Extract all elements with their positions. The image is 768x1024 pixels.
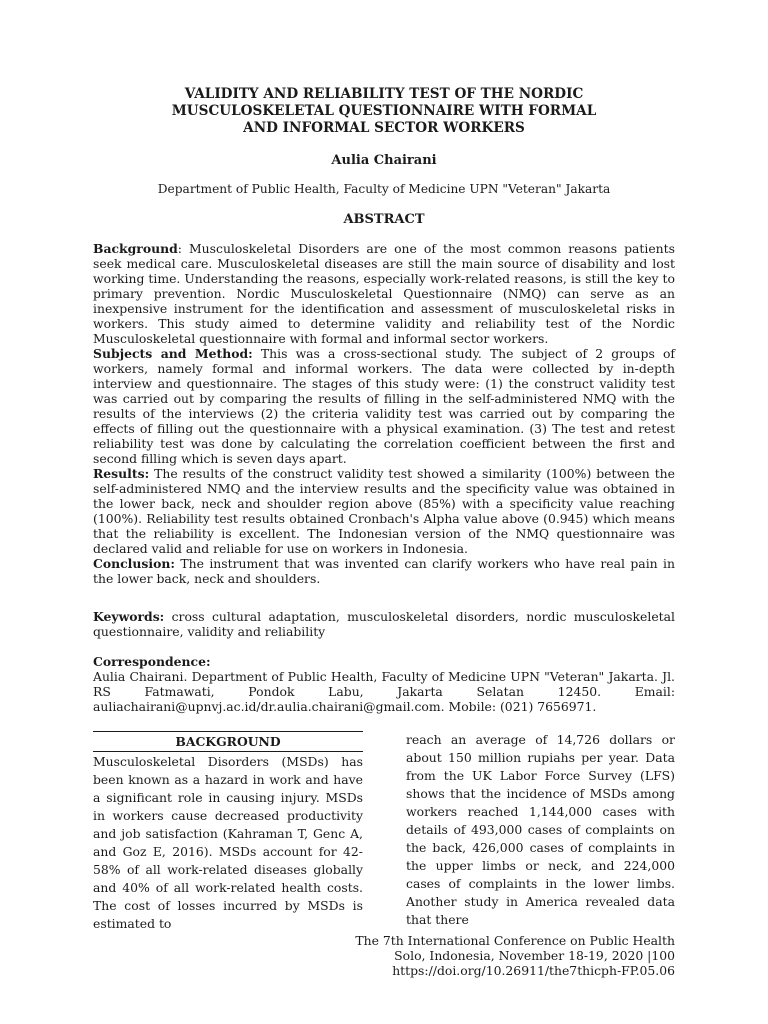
footer-doi-link[interactable]: https://doi.org/10.26911/the7thicph-FP.05.06 [392, 963, 675, 978]
conclusion-label: Conclusion: [93, 556, 175, 571]
abstract-conclusion [93, 556, 675, 586]
correspondence [93, 654, 675, 714]
keywords [93, 609, 675, 639]
author-affiliation: Department of Public Health, Faculty of Medicine UPN "Veteran" Jakarta [157, 182, 611, 196]
background-right-text: reach an average of 14,726 dollars or about 150 million rupiahs per year. Data from the UK Labor Force Survey (LFS) shows that the incidence of MSDs among workers reached 1,144,000 cases with details of 493,000 cases of complaints on the back, 426,000 cases of complaints in the upper limbs or neck, and 224,000 cases of complaints in the lower limbs. Another study in America revealed data that there [406, 732, 675, 927]
abstract-body [93, 241, 675, 586]
author-name: Aulia Chairani [331, 153, 437, 168]
right-column [406, 731, 675, 929]
results-text: The results of the construct validity test showed a similarity (100%) between the self-administered NMQ and the interview results and the specificity value was obtained in the lower back, neck and shoulder region above (85%) with a specificity value reaching (100%). Reliability test results obtained Cronbach's Alpha value above (0.945) which means that the reliability is excellent. The Indonesian version of the NMQ questionnaire was declared valid and reliable for use on workers in Indonesia. [93, 466, 675, 556]
keywords-label: Keywords: [93, 609, 165, 624]
left-column [93, 731, 363, 933]
footer-conference: The 7th International Conference on Public Health [355, 933, 675, 948]
background-text: : Musculoskeletal Disorders are one of the most common reasons patients seek medical care. Musculoskeletal diseases are still the main source of disability and lost working time. Understanding the reasons, especially work-related reasons, is still the key to primary prevention. Nordic Musculoskeletal Questionnaire (NMQ) can serve as an inexpensive instrument for the identification and assessment of musculoskeletal risks in workers. This study aimed to determine validity and reliability test of the Nordic Musculoskeletal questionnaire with formal and informal sector workers. [93, 241, 675, 346]
footer-location-page: Solo, Indonesia, November 18-19, 2020 |100 [394, 948, 675, 963]
abstract-heading: ABSTRACT [343, 212, 425, 227]
paper-title [93, 86, 675, 137]
correspondence-text: Aulia Chairani. Department of Public Health, Faculty of Medicine UPN "Veteran" Jakarta. Jl. RS Fatmawati, Pondok Labu, Jakarta Selatan 12450. Email: auliachairani@upnvj.ac.id/dr.aulia.chairani@gmail.com. Mobile: (021) 7656971. [93, 669, 675, 714]
title-line-1: VALIDITY AND RELIABILITY TEST OF THE NORDIC [184, 86, 584, 102]
method-text: This was a cross-sectional study. The subject of 2 groups of workers, namely formal and informal workers. The data were collected by in-depth interview and questionnaire. The stages of this study were: (1) the construct validity test was carried out by comparing the results of filling in the self-administered NMQ with the results of the interviews (2) the criteria validity test was carried out by comparing the effects of filling out the questionnaire with a physical examination. (3) The test and retest reliability test was done by calculating the correlation coefficient between the first and second filling which is seven days apart. [93, 346, 675, 466]
method-label: Subjects and Method: [93, 346, 253, 361]
results-label: Results: [93, 466, 150, 481]
title-line-2: MUSCULOSKELETAL QUESTIONNAIRE WITH FORMAL [171, 103, 597, 119]
background-left-text: Musculoskeletal Disorders (MSDs) has been known as a hazard in work and have a significant role in causing injury. MSDs in workers cause decreased productivity and job satisfaction (Kahraman T, Genc A, and Goz E, 2016). MSDs account for 42-58% of all work-related diseases globally and 40% of all work-related health costs. The cost of losses incurred by MSDs is estimated to [93, 754, 363, 931]
abstract-background [93, 241, 675, 346]
page-footer [355, 933, 675, 978]
title-line-3: AND INFORMAL SECTOR WORKERS [243, 120, 525, 136]
conclusion-text: The instrument that was invented can clarify workers who have real pain in the lower back, neck and shoulders. [93, 556, 675, 586]
correspondence-label: Correspondence: [93, 654, 211, 669]
keywords-text: cross cultural adaptation, musculoskeletal disorders, nordic musculoskeletal questionnaire, validity and reliability [93, 609, 675, 639]
abstract-method [93, 346, 675, 466]
background-label: Background [93, 241, 178, 256]
background-heading: BACKGROUND [93, 731, 363, 752]
abstract-results [93, 466, 675, 556]
